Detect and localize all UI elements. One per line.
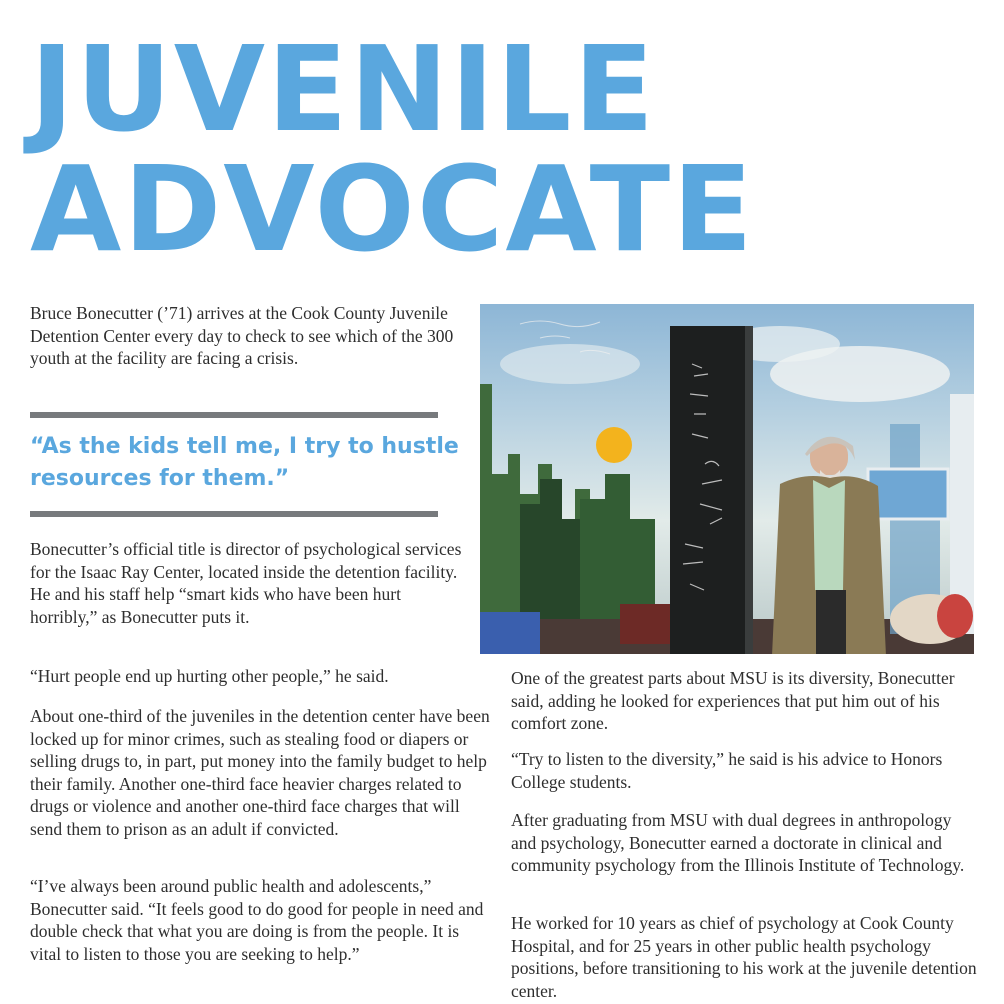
left-paragraph-4: “I’ve always been around public health and adolescents,” Bonecutter said. “It feels good to do good for people in need and double check that what you are doing is from the people. It is vital to listen to those you are seeking to help.” bbox=[30, 876, 484, 964]
chalkboard-column bbox=[670, 326, 750, 654]
pull-quote-top-rule bbox=[30, 412, 438, 418]
pull-quote-bottom-rule bbox=[30, 511, 438, 517]
photo-bonecutter-mural bbox=[480, 304, 974, 654]
right-paragraph-2: “Try to listen to the diversity,” he said is his advice to Honors College students. bbox=[511, 749, 943, 792]
intro-paragraph: Bruce Bonecutter (’71) arrives at the Cook County Juvenile Detention Center every day to check to see which of the 300 youth at the facility are facing a crisis. bbox=[30, 303, 454, 368]
right-paragraph-1: One of the greatest parts about MSU is its diversity, Bonecutter said, adding he looked for experiences that put him out of his comfort zone. bbox=[511, 668, 955, 733]
left-paragraph-2: “Hurt people end up hurting other people,” he said. bbox=[30, 666, 389, 686]
headline-line-1: JUVENILE bbox=[30, 20, 657, 158]
headline-line-2: ADVOCATE bbox=[30, 140, 755, 278]
left-paragraph-3: About one-third of the juveniles in the detention center have been locked up for minor crimes, such as stealing food or diapers or selling drugs to, in part, put money into the family budget to help their family. Another one-third face heavier charges related to drugs or violence and another one-third face charges that will send them to prison as an adult if convicted. bbox=[30, 706, 490, 839]
photo-illustration bbox=[480, 304, 974, 654]
right-paragraph-3: After graduating from MSU with dual degrees in anthropology and psychology, Bonecutter earned a doctorate in clinical and community psychology from the Illinois Institute of Technology. bbox=[511, 810, 965, 875]
left-paragraph-1: Bonecutter’s official title is director of psychological services for the Isaac Ray Center, located inside the detention facility. He and his staff help “smart kids who have been hurt horribly,” as Bonecutter puts it. bbox=[30, 539, 462, 627]
pull-quote: “As the kids tell me, I try to hustle resources for them.” bbox=[30, 434, 459, 491]
painted-sun bbox=[596, 427, 632, 463]
right-paragraph-4: He worked for 10 years as chief of psychology at Cook County Hospital, and for 25 years in other public health psychology positions, before transitioning to his work at the juvenile detention center. bbox=[511, 913, 977, 1001]
